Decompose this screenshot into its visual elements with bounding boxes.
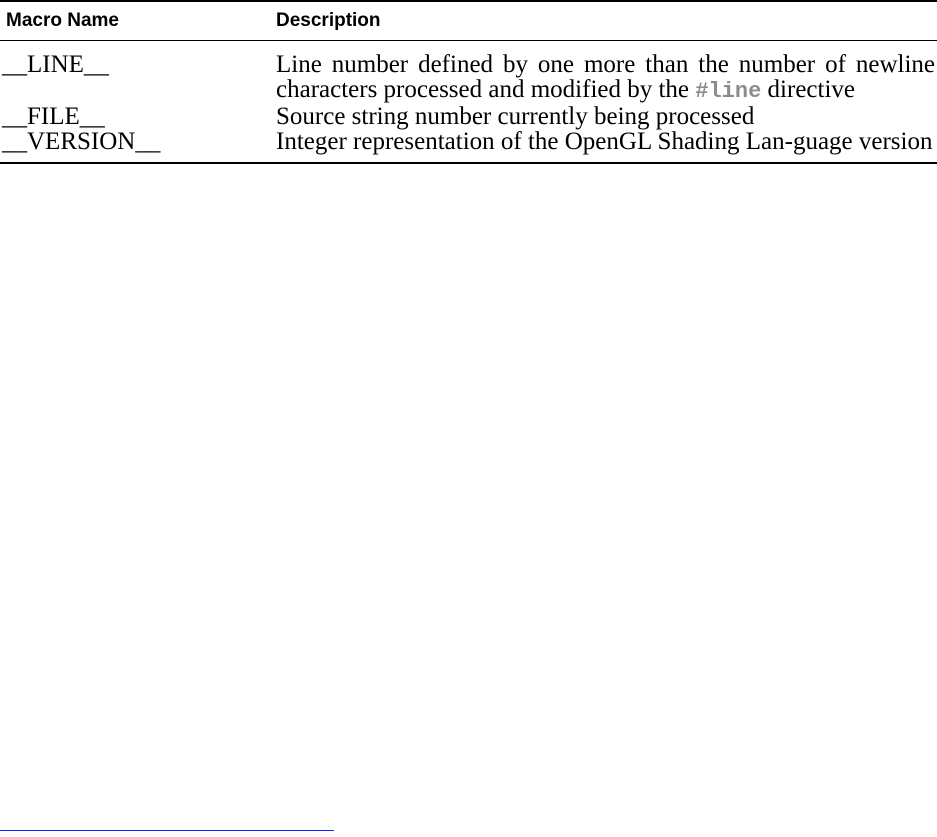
macro-name-version: __VERSION__	[2, 128, 161, 155]
macro-name-file: __FILE__	[2, 103, 105, 130]
header-macro-name: Macro Name	[6, 10, 119, 31]
table-row-version	[0, 129, 937, 163]
description-file: Source string number currently being processed	[276, 103, 755, 130]
description-line-text: Line number defined by one more than the number of newline characters processed and modified by the	[276, 51, 935, 103]
line-directive-code: #line	[695, 79, 762, 104]
table-header-row	[0, 1, 937, 41]
footnote-divider	[0, 830, 334, 831]
macro-name-line: __LINE__	[2, 51, 109, 78]
table-row-file	[0, 104, 937, 129]
description-version: Integer representation of the OpenGL Shading Lan-guage version	[276, 128, 933, 155]
header-description: Description	[276, 10, 381, 31]
description-line-text-after: directive	[767, 76, 855, 103]
table-row-line	[0, 41, 937, 105]
description-line	[276, 41, 937, 105]
macro-table	[0, 0, 937, 164]
